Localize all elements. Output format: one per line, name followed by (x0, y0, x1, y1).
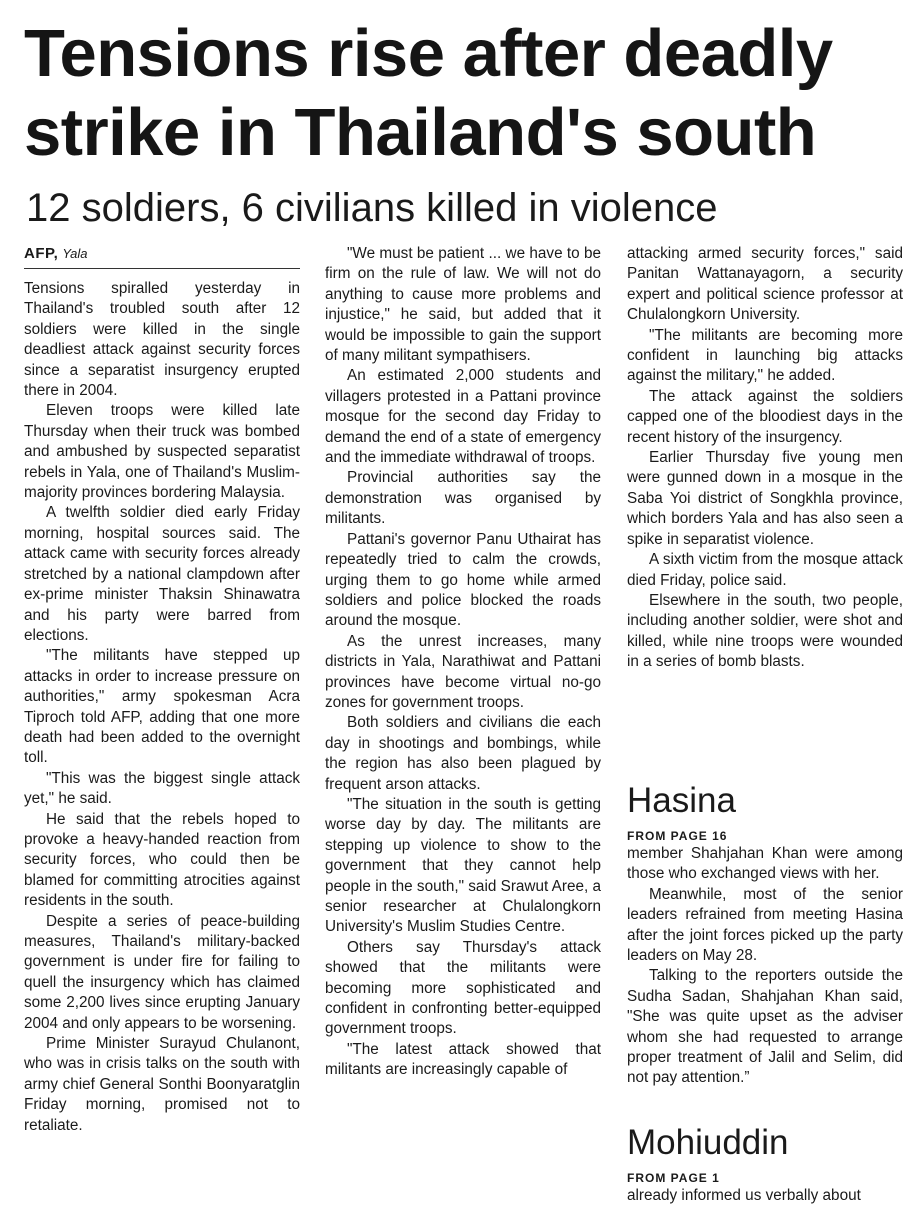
article-column-3 (627, 244, 903, 673)
paragraph: "The militants have stepped up attacks in order to increase pressure on authorities," army spokesman Acra Tiproch told AFP, adding that one more death had been added to the overnight toll. (24, 647, 300, 767)
article-column-1 (24, 244, 300, 1136)
dateline-agency: AFP, (24, 245, 59, 262)
mohiuddin-title: Mohiuddin (627, 1123, 789, 1162)
paragraph: Pattani's governor Panu Uthairat has repeatedly tried to calm the crowds, urging them to go home while armed soldiers and police blocked the roads around the mosque. (325, 530, 601, 630)
paragraph: Tensions spiralled yesterday in Thailand's troubled south after 12 soldiers were killed in the single deadliest attack against security forces since a separatist insurgency erupted there in 2004. (24, 280, 300, 400)
paragraph: Both soldiers and civilians die each day in shootings and bombings, while the region has also been plagued by frequent arson attacks. (325, 714, 601, 793)
paragraph: Others say Thursday's attack showed that the militants were becoming more sophisticated and confident in confronting better-equipped government troops. (325, 938, 601, 1038)
paragraph: An estimated 2,000 students and villagers protested in a Pattani province mosque for the second day Friday to demand the end of a state of emergency and the immediate withdrawal of troops. (325, 367, 601, 467)
paragraph: Provincial authorities say the demonstration was organised by militants. (325, 469, 601, 528)
paragraph: As the unrest increases, many districts in Yala, Narathiwat and Pattani provinces have become virtual no-go zones for government troops. (325, 632, 601, 711)
paragraph: "The latest attack showed that militants are increasingly capable of (325, 1040, 601, 1079)
paragraph: already informed us verbally about (627, 1187, 861, 1204)
dateline-place: Yala (62, 246, 88, 261)
paragraph: Elsewhere in the south, two people, including another soldier, were shot and killed, while nine troops were wounded in a series of bomb blasts. (627, 591, 903, 671)
paragraph: "This was the biggest single attack yet," he said. (24, 769, 300, 808)
paragraph: Eleven troops were killed late Thursday when their truck was bombed and ambushed by suspected separatist rebels in Yala, one of Thailand's Muslim-majority provinces bordering Malaysia. (24, 402, 300, 502)
paragraph: "The militants are becoming more confident in launching big attacks against the military," he added. (627, 326, 903, 385)
dateline (24, 244, 300, 269)
hasina-title: Hasina (627, 781, 736, 820)
mohiuddin-jump-line: FROM PAGE 1 (627, 1171, 720, 1185)
paragraph: A twelfth soldier died early Friday morning, hospital sources said. The attack came with security forces already stretched by a national clampdown after ex-prime minister Thaksin Shinawatra and his party were barred from elections. (24, 504, 300, 644)
paragraph: Talking to the reporters outside the Sudha Sadan, Shahjahan Khan said, "She was quite upset as the adviser whom she had requested to arrange proper treatment of Jalil and Selim, did not pay attention.” (627, 967, 903, 1087)
paragraph: He said that the rebels hoped to provoke a heavy-handed reaction from security forces, who could then be blamed for committing atrocities against residents in the south. (24, 810, 300, 910)
paragraph: member Shahjahan Khan were among those who exchanged views with her. (627, 845, 903, 883)
paragraph: Earlier Thursday five young men were gunned down in a mosque in the Saba Yoi district of Songkhla province, which borders Yala and has also seen a spike in separatist violence. (627, 449, 903, 548)
paragraph: "The situation in the south is getting worse day by day. The militants are stepping up violence to show to the government that they cannot help people in the south," said Srawut Aree, a senior researcher at Chulalongkorn University's Muslim Studies Centre. (325, 795, 601, 936)
paragraph: The attack against the soldiers capped one of the bloodiest days in the recent history of the insurgency. (627, 387, 903, 446)
hasina-jump-line: FROM PAGE 16 (627, 829, 728, 843)
paragraph: Prime Minister Surayud Chulanont, who was in crisis talks on the south with army chief General Sonthi Boonyaratglin Friday morning, promised not to retaliate. (24, 1035, 300, 1134)
paragraph: Meanwhile, most of the senior leaders refrained from meeting Hasina after the joint forces picked up the party leaders on May 28. (627, 885, 903, 965)
subheadline: 12 soldiers, 6 civilians killed in violence (26, 186, 718, 230)
paragraph: attacking armed security forces," said Panitan Wattanayagorn, a security expert and political science professor at Chulalongkorn University. (627, 245, 903, 324)
paragraph: "We must be patient ... we have to be firm on the rule of law. We will not do anything to cause more problems and injustice," he said, but added that it would be impossible to gain the support of many militant sympathisers. (325, 245, 601, 365)
paragraph: A sixth victim from the mosque attack died Friday, police said. (627, 551, 903, 589)
hasina-story (627, 780, 903, 1089)
article-column-2 (325, 244, 601, 1081)
mohiuddin-story (627, 1122, 903, 1206)
headline: Tensions rise after deadly strike in Thailand's south (24, 16, 833, 170)
paragraph: Despite a series of peace-building measures, Thailand's military-backed government is under fire for failing to quell the insurgency which has claimed some 2,200 lives since erupting January 2004 and only appears to be worsening. (24, 912, 300, 1032)
